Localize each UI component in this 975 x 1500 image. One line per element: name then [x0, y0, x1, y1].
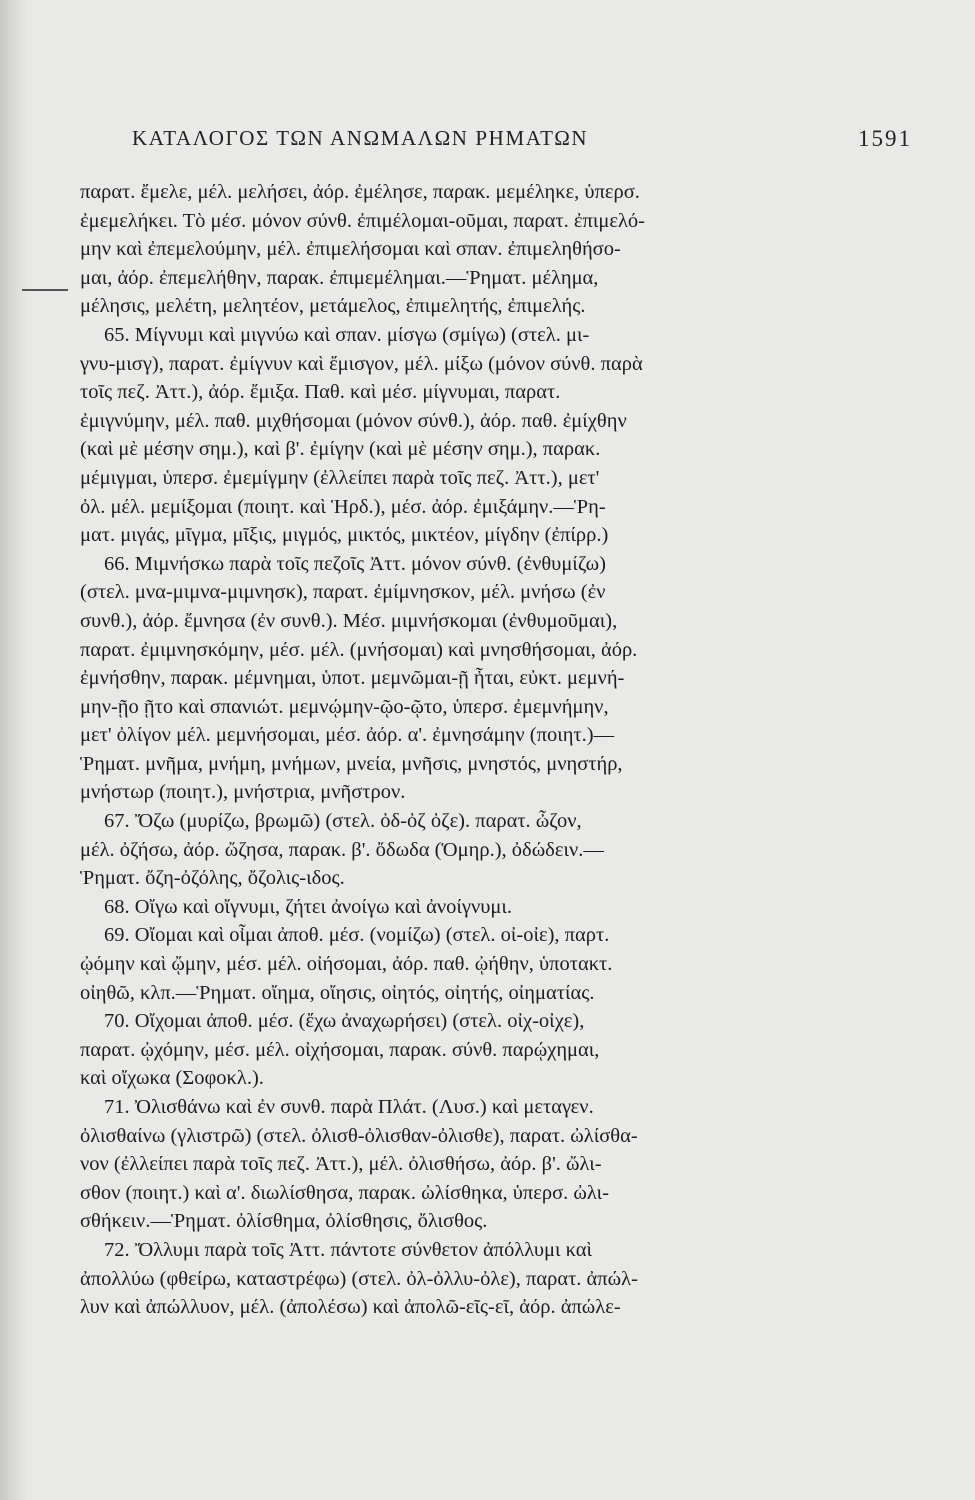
entry-70-start: 70. Οἴχομαι ἀποθ. μέσ. (ἔχω ἀναχωρήσει) (στελ. οἰχ-οἰχε),: [104, 1010, 585, 1033]
text-line: ὀλισθαίνω (γλιστρῶ) (στελ. ὀλισθ-ὀλισθαν-ὀλισθε), παρατ. ὠλίσθα-: [80, 1124, 638, 1147]
text-line: οἰηθῶ, κλπ.—Ῥηματ. οἴημα, οἴησις, οἰητός, οἰητής, οἰηματίας.: [80, 981, 595, 1004]
text-line: καὶ οἴχωκα (Σοφοκλ.).: [80, 1067, 264, 1090]
text-line: σθον (ποιητ.) καὶ α'. διωλίσθησα, παρακ. ὠλίσθηκα, ὑπερσ. ὠλι-: [80, 1181, 609, 1204]
text-line: μετ' ὀλίγον μέλ. μεμνήσομαι, μέσ. ἀόρ. α'. ἐμνησάμην (ποιητ.)—: [80, 724, 615, 747]
entry-65-start: 65. Μίγνυμι καὶ μιγνύω καὶ σπαν. μίσγω (σμίγω) (στελ. μι-: [104, 323, 590, 346]
text-line: τοῖς πεζ. Ἀττ.), ἀόρ. ἔμιξα. Παθ. καὶ μέσ. μίγνυμαι, παρατ.: [80, 381, 561, 404]
text-line: μνήστωρ (ποιητ.), μνήστρια, μνῆστρον.: [80, 781, 406, 804]
text-line: μέλ. ὀζήσω, ἀόρ. ὤζησα, παρακ. β'. ὄδωδα (Ὁμηρ.), ὀδώδειν.—: [80, 838, 604, 861]
text-line: νον (ἐλλείπει παρὰ τοῖς πεζ. Ἀττ.), μέλ. ὀλισθήσω, ἀόρ. β'. ὤλι-: [80, 1153, 602, 1176]
text-line: ᾠόμην καὶ ᾤμην, μέσ. μέλ. οἰήσομαι, ἀόρ. παθ. ᾠήθην, ὑποτακτ.: [80, 953, 613, 976]
entry-72-start: 72. Ὄλλυμι παρὰ τοῖς Ἀττ. πάντοτε σύνθετον ἀπόλλυμι καὶ: [104, 1238, 593, 1261]
text-line: ἐμεμελήκει. Τὸ μέσ. μόνον σύνθ. ἐπιμέλομαι-οῦμαι, παρατ. ἐπιμελό-: [80, 209, 645, 232]
text-line: Ῥηματ. μνῆμα, μνήμη, μνήμων, μνεία, μνῆσις, μνηστός, μνηστήρ,: [80, 752, 623, 775]
text-line: Ῥηματ. ὄζη-ὀζόλης, ὄζολις-ιδος.: [80, 867, 345, 890]
text-line: (στελ. μνα-μιμνα-μιμνησκ), παρατ. ἐμίμνησκον, μέλ. μνήσω (ἐν: [80, 581, 606, 604]
text-line: μαι, ἀόρ. ἐπεμελήθην, παρακ. ἐπιμεμέλημαι.—Ῥηματ. μέλημα,: [80, 266, 599, 289]
text-line: ματ. μιγάς, μῖγμα, μῖξις, μιγμός, μικτός, μικτέον, μίγδην (ἐπίρρ.): [80, 524, 609, 547]
text-line: ἀπολλύω (φθείρω, καταστρέφω) (στελ. ὀλ-ὀλλυ-ὀλε), παρατ. ἀπώλ-: [80, 1267, 638, 1290]
text-line: μέλησις, μελέτη, μελητέον, μετάμελος, ἐπιμελητής, ἐπιμελής.: [80, 295, 586, 318]
text-line: μην καὶ ἐπεμελούμην, μέλ. ἐπιμελήσομαι καὶ σπαν. ἐπιμεληθήσο-: [80, 238, 621, 261]
entry-71-start: 71. Ὀλισθάνω καὶ ἐν συνθ. παρὰ Πλάτ. (Λυσ.) καὶ μεταγεν.: [104, 1096, 594, 1118]
text-line: παρατ. ᾠχόμην, μέσ. μέλ. οἰχήσομαι, παρακ. σύνθ. παρῴχημαι,: [80, 1038, 600, 1061]
text-line: παρατ. ἐμιμνησκόμην, μέσ. μέλ. (μνήσομαι) καὶ μνησθήσομαι, ἀόρ.: [80, 638, 638, 661]
text-line: συνθ.), ἀόρ. ἔμνησα (ἐν συνθ.). Μέσ. μιμνήσκομαι (ἐνθυμοῦμαι),: [80, 609, 618, 632]
entry-68-start: 68. Οἴγω καὶ οἴγνυμι, ζήτει ἀνοίγω καὶ ἀνοίγνυμι.: [104, 895, 513, 918]
text-line: σθήκειν.—Ῥηματ. ὀλίσθημα, ὀλίσθησις, ὄλισθος.: [80, 1210, 488, 1233]
entry-69-start: 69. Οἴομαι καὶ οἶμαι ἀποθ. μέσ. (νομίζω) (στελ. οἰ-οἰε), παρτ.: [104, 924, 610, 947]
text-line: λυν καὶ ἀπώλλυον, μέλ. (ἀπολέσω) καὶ ἀπολῶ-εῖς-εῖ, ἀόρ. ἀπώλε-: [80, 1296, 621, 1319]
entry-67-start: 67. Ὄζω (μυρίζω, βρωμῶ) (στελ. ὀδ-ὀζ ὀζε). παρατ. ὦζον,: [104, 810, 582, 833]
text-line: παρατ. ἔμελε, μέλ. μελήσει, ἀόρ. ἐμέλησε, παρακ. μεμέληκε, ὑπερσ.: [80, 181, 640, 203]
text-line: μην-ῇο ῇτο καὶ σπανιώτ. μεμνῴμην-ῷο-ῷτο, ὑπερσ. ἐμεμνήμην,: [80, 695, 609, 718]
text-line: ἐμιγνύμην, μέλ. παθ. μιχθήσομαι (μόνον σύνθ.), ἀόρ. παθ. ἐμίχθην: [80, 409, 627, 432]
page-body: [80, 178, 815, 1322]
page-number: 1591: [858, 126, 912, 151]
text-line: ἐμνήσθην, παρακ. μέμνημαι, ὑποτ. μεμνῶμαι-ῇ ἦται, εὐκτ. μεμνή-: [80, 667, 625, 690]
binding-shadow: [0, 0, 28, 1500]
running-header: ΚΑΤΑΛΟΓΟΣ ΤΩΝ ΑΝΩΜΑΛΩΝ ΡΗΜΑΤΩΝ: [132, 126, 589, 150]
text-line: (καὶ μὲ μέσην σημ.), καὶ β'. ἐμίγην (καὶ μὲ μέσην σημ.), παρακ.: [80, 438, 601, 461]
margin-pencil-mark: [22, 289, 68, 291]
entry-66-start: 66. Μιμνήσκω παρὰ τοῖς πεζοῖς Ἀττ. μόνον σύνθ. (ἐνθυμίζω): [104, 552, 606, 575]
text-line: ὀλ. μέλ. μεμίξομαι (ποιητ. καὶ Ἡρδ.), μέσ. ἀόρ. ἐμιξάμην.—Ῥη-: [80, 495, 606, 518]
text-line: γνυ-μισγ), παρατ. ἐμίγνυν καὶ ἔμισγον, μέλ. μίξω (μόνον σύνθ. παρὰ: [80, 352, 643, 375]
text-line: μέμιγμαι, ὑπερσ. ἐμεμίγμην (ἐλλείπει παρὰ τοῖς πεζ. Ἀττ.), μετ': [80, 466, 600, 489]
